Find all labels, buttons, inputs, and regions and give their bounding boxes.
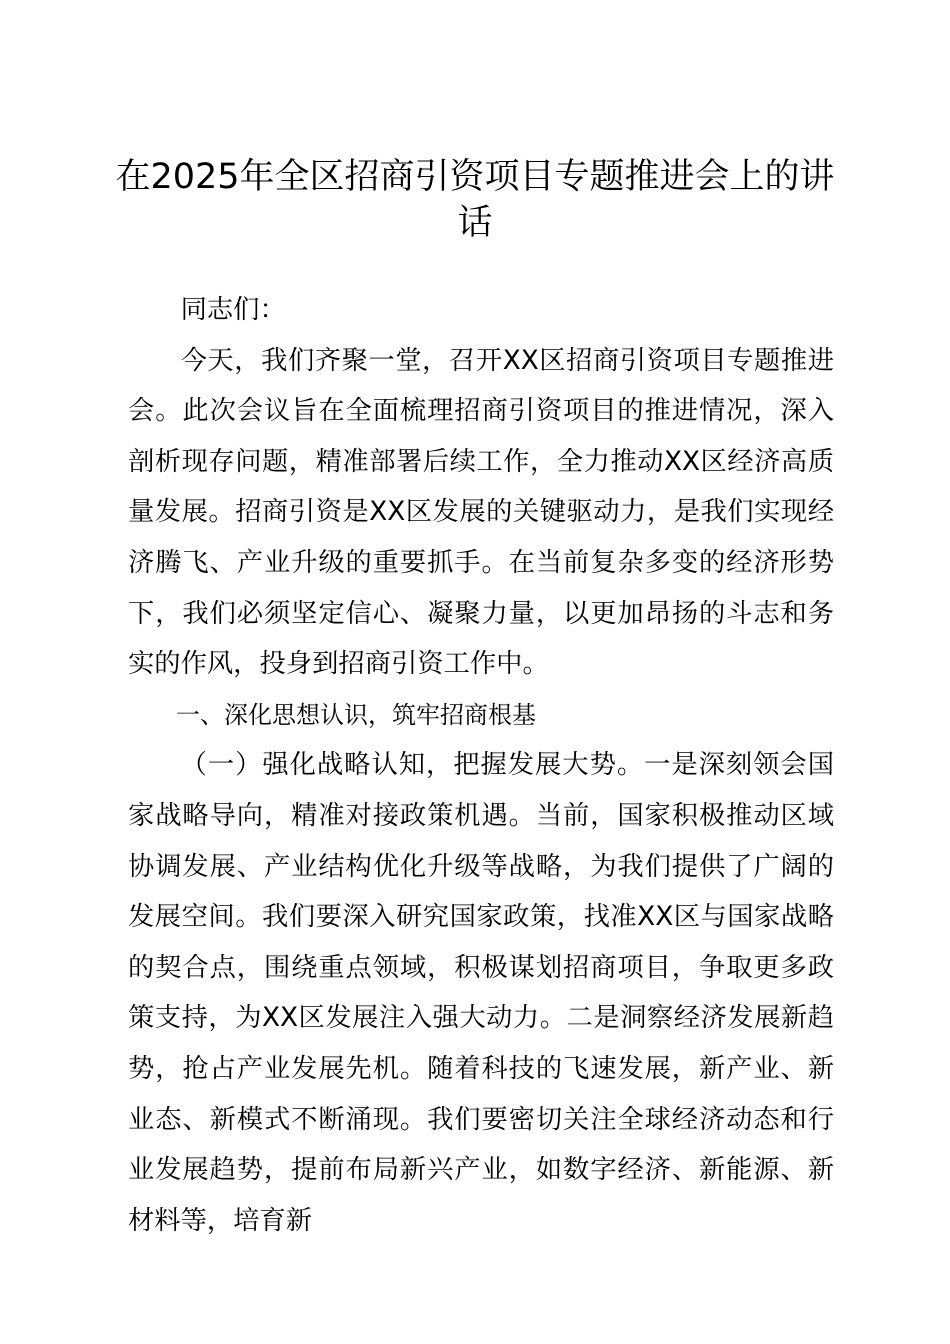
salutation: 同志们： [180,295,286,325]
body-paragraph: 今天，我们齐聚一堂，召开XX区招商引资项目专题推进会。此次会议旨在全面梳理招商引资项目的推进情况，深入剖析现存问题，精准部署后续工作，全力推动XX区经济高质量发展。招商引资是XX区发展的关键驱动力，是我们实现经济腾飞、产业升级的重要抓手。在当前复杂多变的经济形势下，我们必须坚定信心、凝聚力量，以更加昂扬的斗志和务实的作风，投身到招商引资工作中。 [128,345,834,680]
document-body [128,285,834,1246]
body-paragraph: （一）强化战略认知，把握发展大势。一是深刻领会国家战略导向，精准对接政策机遇。当前，国家积极推动区域协调发展、产业结构优化升级等战略，为我们提供了广阔的发展空间。我们要深入研究国家政策，找准XX区与国家战略的契合点，围绕重点领域，积极谋划招商项目，争取更多政策支持，为XX区发展注入强大动力。二是洞察经济发展新趋势，抢占产业发展先机。随着科技的飞速发展，新产业、新业态、新模式不断涌现。我们要密切关注全球经济动态和行业发展趋势，提前布局新兴产业，如数字经济、新能源、新材料等，培育新 [128,750,834,1236]
document-title: 在2025年全区招商引资项目专题推进会上的讲话 [115,157,835,243]
section-heading: 一、深化思想认识，筑牢招商根基 [176,700,536,729]
